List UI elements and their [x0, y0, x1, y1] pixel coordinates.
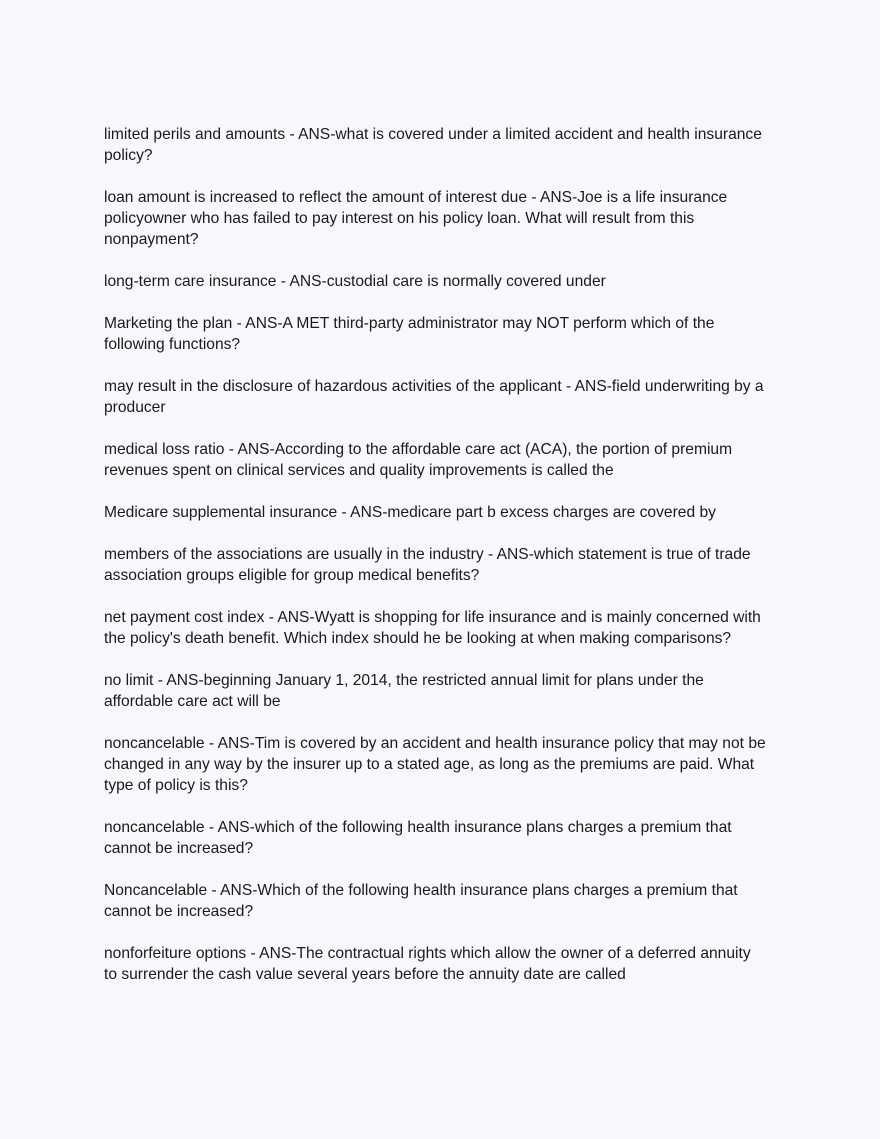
qa-entry: net payment cost index - ANS-Wyatt is shopping for life insurance and is mainly concerned with the policy's death benefit. Which index should he be looking at when making comparisons? — [104, 609, 761, 647]
qa-entry: limited perils and amounts - ANS-what is covered under a limited accident and health insurance policy? — [104, 126, 762, 164]
qa-entry: noncancelable - ANS-which of the following health insurance plans charges a premium that cannot be increased? — [104, 819, 732, 857]
qa-entry: no limit - ANS-beginning January 1, 2014, the restricted annual limit for plans under the affordable care act will be — [104, 672, 704, 710]
qa-entry: Marketing the plan - ANS-A MET third-party administrator may NOT perform which of the following functions? — [104, 315, 715, 353]
qa-entry: long-term care insurance - ANS-custodial care is normally covered under — [104, 273, 606, 290]
qa-entry: Medicare supplemental insurance - ANS-medicare part b excess charges are covered by — [104, 504, 716, 521]
qa-entry: may result in the disclosure of hazardous activities of the applicant - ANS-field underwriting by a producer — [104, 378, 764, 416]
qa-entry: nonforfeiture options - ANS-The contractual rights which allow the owner of a deferred annuity to surrender the cash value several years before the annuity date are called — [104, 945, 751, 983]
qa-entry: loan amount is increased to reflect the amount of interest due - ANS-Joe is a life insurance policyowner who has failed to pay interest on his policy loan. What will result from this nonpayment? — [104, 189, 728, 248]
qa-entry: members of the associations are usually in the industry - ANS-which statement is true of trade association groups eligible for group medical benefits? — [104, 546, 751, 584]
qa-entry: noncancelable - ANS-Tim is covered by an accident and health insurance policy that may not be changed in any way by the insurer up to a stated age, as long as the premiums are paid. What type of policy is this? — [104, 735, 766, 794]
qa-entry: Noncancelable - ANS-Which of the following health insurance plans charges a premium that cannot be increased? — [104, 882, 738, 920]
document-body — [104, 124, 784, 1006]
qa-entry: medical loss ratio - ANS-According to the affordable care act (ACA), the portion of premium revenues spent on clinical services and quality improvements is called the — [104, 441, 733, 479]
